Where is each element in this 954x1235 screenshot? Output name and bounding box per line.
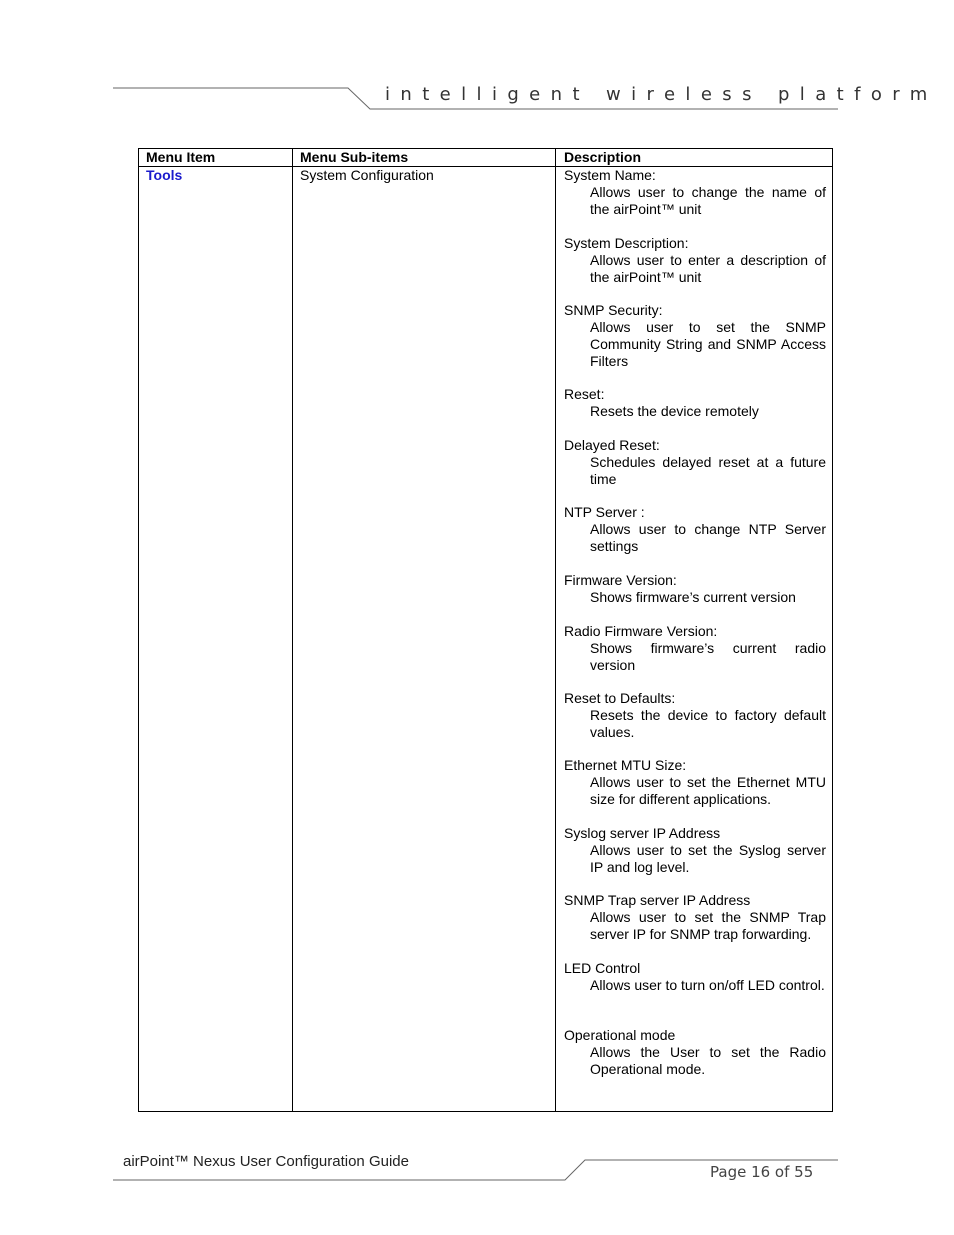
description-entry xyxy=(564,690,826,741)
header-menu-sub-items: Menu Sub-items xyxy=(300,149,409,165)
description-entry xyxy=(564,504,826,555)
description-entry xyxy=(564,235,826,286)
entry-title: SNMP Trap server IP Address xyxy=(564,892,751,908)
description-entries xyxy=(556,149,832,1111)
description-entry xyxy=(564,1027,826,1078)
description-entry xyxy=(564,623,826,674)
entry-description: Allows user to change NTP Server settings xyxy=(590,521,826,554)
menu-table xyxy=(138,148,833,1112)
entry-title: Firmware Version: xyxy=(564,572,677,588)
description-entry xyxy=(564,437,826,488)
menu-item-tools: Tools xyxy=(146,167,183,183)
entry-description: Shows firmware’s current radio version xyxy=(590,640,826,673)
entry-description: Allows user to set the SNMP Trap server IP for SNMP trap forwarding. xyxy=(590,909,826,942)
sub-items-column xyxy=(293,149,556,1111)
entry-description: Allows user to set the Syslog server IP and log level. xyxy=(590,842,826,875)
entry-description: Allows user to set the SNMP Community String and SNMP Access Filters xyxy=(590,319,826,369)
entry-title: SNMP Security: xyxy=(564,302,663,318)
header-description: Description xyxy=(564,149,642,165)
header-menu-item: Menu Item xyxy=(146,149,216,165)
entry-title: Radio Firmware Version: xyxy=(564,623,718,639)
entry-title: Operational mode xyxy=(564,1027,676,1043)
footer-guide-title: airPoint™ Nexus User Configuration Guide xyxy=(123,1153,409,1170)
description-entry xyxy=(564,960,826,994)
entry-description: Shows firmware’s current version xyxy=(590,589,796,605)
entry-description: Allows the User to set the Radio Operational mode. xyxy=(590,1044,826,1077)
entry-title: LED Control xyxy=(564,960,641,976)
menu-item-column xyxy=(139,149,293,1111)
entry-title: Reset to Defaults: xyxy=(564,690,676,706)
description-entry xyxy=(564,386,826,420)
entry-description: Allows user to set the Ethernet MTU size for different applications. xyxy=(590,774,826,807)
sub-item-system-configuration: System Configuration xyxy=(300,167,434,183)
entry-title: System Description: xyxy=(564,235,689,251)
entry-description: Resets the device to factory default values. xyxy=(590,707,826,740)
entry-description: Allows user to turn on/off LED control. xyxy=(590,977,825,993)
description-entry xyxy=(564,302,826,370)
entry-description: Allows user to change the name of the airPoint™ unit xyxy=(590,184,826,217)
entry-title: NTP Server : xyxy=(564,504,645,520)
description-entry xyxy=(564,892,826,943)
header-tagline: intelligent wireless platform xyxy=(385,84,938,105)
footer-page-number: Page 16 of 55 xyxy=(710,1163,814,1181)
entry-title: System Name: xyxy=(564,167,656,183)
entry-title: Ethernet MTU Size: xyxy=(564,757,687,773)
entry-description: Schedules delayed reset at a future time xyxy=(590,454,826,487)
entry-description: Allows user to enter a description of the airPoint™ unit xyxy=(590,252,826,285)
entry-title: Reset: xyxy=(564,386,605,402)
entry-description: Resets the device remotely xyxy=(590,403,759,419)
description-entry xyxy=(564,167,826,218)
entry-title: Syslog server IP Address xyxy=(564,825,721,841)
entry-title: Delayed Reset: xyxy=(564,437,660,453)
description-entry xyxy=(564,825,826,876)
header-rule xyxy=(0,0,954,130)
description-entry xyxy=(564,757,826,808)
description-entry xyxy=(564,572,826,606)
